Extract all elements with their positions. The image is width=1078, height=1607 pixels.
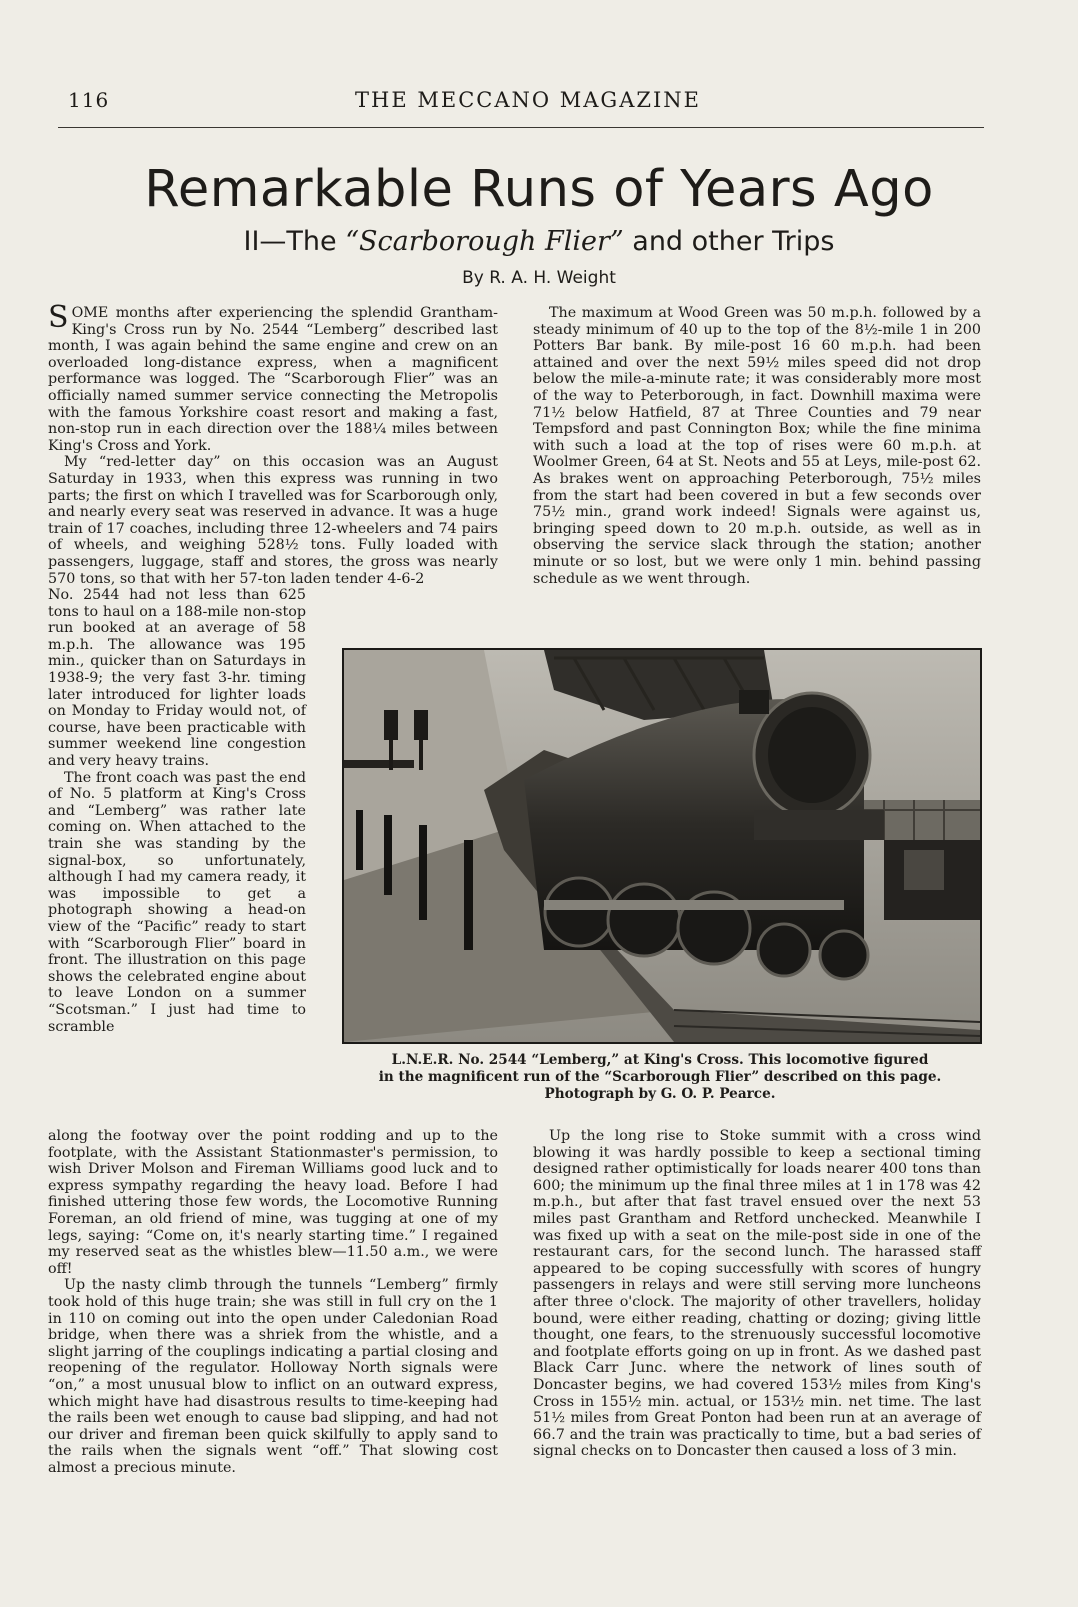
page-number: 116 <box>68 88 110 112</box>
paragraph: Up the nasty climb through the tunnels “Lemberg” firmly took hold of this huge train; she was still in full cry on the 1 in 110 on coming out into the open under Caledonian Road bridge, when there was a shriek from the whistle, and a slight jarring of the couplings indicating a partial closing and reopening of the regulator. Holloway North signals were “on,” a most unusual blow to inflict on an outward express, which might have had disastrous results to time-keeping had the rails been wet enough to cause bad slipping, and had not our driver and fireman been quick skilfully to apply sand to the rails when the signals went “off.” That slowing cost almost a precious minute. <box>48 1277 498 1476</box>
subtitle-prefix: II—The <box>243 226 346 257</box>
drop-cap: S <box>48 300 69 335</box>
caption-credit: Photograph by G. O. P. Pearce. <box>544 1086 776 1102</box>
right-column-bottom <box>533 1128 981 1460</box>
paragraph: Up the long rise to Stoke summit with a cross wind blowing it was hardly possible to keep a sectional timing designed rather optimistically for loads nearer 400 tons than 600; the minimum up the final three miles at 1 in 178 was 42 m.p.h., but after that fast travel ensued over the next 53 miles past Grantham and Retford unchecked. Meanwhile I was fixed up with a seat on the mile-post side in one of the restaurant cars, for the second lunch. The harassed staff appeared to be coping successfully with scores of hungry passengers in relays and were still serving more luncheons after three o'clock. The majority of other travellers, holiday bound, were either reading, chatting or dozing; giving little thought, one fears, to the strenuously successful locomotive and footplate efforts going on up in front. As we dashed past Black Carr Junc. where the network of lines south of Doncaster begins, we had covered 153½ miles from King's Cross in 155½ min. actual, or 153½ min. net time. The last 51½ miles from Great Ponton had been run at an average of 66.7 and the train was practically to time, but a bad series of signal checks on to Doncaster then caused a loss of 3 min. <box>533 1128 981 1460</box>
magazine-title: THE MECCANO MAGAZINE <box>355 88 701 112</box>
photo-illustration <box>344 650 980 1042</box>
paragraph-text: OME months after experiencing the splendid Grantham-King's Cross run by No. 2544 “Lemberg” described last month, I was again behind the same engine and crew on an overloaded long-distance express, when a magnificent performance was logged. The “Scarborough Flier” was an officially named summer service connecting the Metropolis with the famous Yorkshire coast resort and making a fast, non-stop run in each direction over the 188¼ miles between King's Cross and York. <box>48 305 498 454</box>
paragraph: The front coach was past the end of No. 5 platform at King's Cross and “Lemberg” was rather late coming on. When attached to the train she was standing by the signal-box, so unfortunately, although I had my camera ready, it was impossible to get a photograph showing a head-on view of the “Pacific” ready to start with “Scarborough Flier” board in front. The illustration on this page shows the celebrated engine about to leave London on a summer “Scotsman.” I just had time to scramble <box>48 769 306 1035</box>
paragraph: along the footway over the point rodding and up to the footplate, with the Assistant Stationmaster's permission, to wish Driver Molson and Fireman Williams good luck and to express sympathy regarding the heavy load. Before I had finished uttering those few words, the Locomotive Running Foreman, an old friend of mine, was tugging at one of my legs, saying: “Come on, it's nearly starting time.” I regained my reserved seat as the whistles blew—11.50 a.m., we were off! <box>48 1128 498 1277</box>
article-title: Remarkable Runs of Years Ago <box>144 160 934 219</box>
header-rule <box>58 127 984 128</box>
running-head <box>68 88 988 118</box>
subtitle-italic: “Scarborough Flier” <box>345 226 624 257</box>
paragraph <box>48 300 498 454</box>
paragraph: The maximum at Wood Green was 50 m.p.h. followed by a steady minimum of 40 up to the top of the 8½-mile 1 in 200 Potters Bar bank. By mile-post 16 60 m.p.h. had been attained and over the next 59½ miles speed did not drop below the mile-a-minute rate; it was considerably more most of the way to Peterborough, in fact. Downhill maxima were 71½ below Hatfield, 87 at Three Counties and 79 near Tempsford and past Connington Box; while the fine minima with such a load at the top of rises were 60 m.p.h. at Woolmer Green, 64 at St. Neots and 55 at Leys, mile-post 62. As brakes went on approaching Peterborough, 75½ miles from the start had been covered in but a few seconds over 75½ min., grand work indeed! Signals were against us, bringing speed down to 20 m.p.h. outside, as well as in observing the service slack through the station; another minute or so lost, but we were only 1 min. behind passing schedule as we went through. <box>533 305 981 587</box>
article-subtitle <box>0 222 1078 262</box>
caption-line: L.N.E.R. No. 2544 “Lemberg,” at King's Cross. This locomotive figured <box>391 1052 929 1068</box>
paragraph: My “red-letter day” on this occasion was an August Saturday in 1933, when this express was running in two parts; the first on which I travelled was for Scarborough only, and nearly every seat was reserved in advance. It was a huge train of 17 coaches, including three 12-wheelers and 74 pairs of wheels, and weighing 528½ tons. Fully loaded with passengers, luggage, staff and stores, the gross was nearly 570 tons, so that with her 57-ton laden tender 4-6-2 <box>48 454 498 587</box>
right-column-top <box>533 305 981 587</box>
paragraph: No. 2544 had not less than 625 tons to haul on a 188-mile non-stop run booked at an average of 58 m.p.h. The allowance was 195 min., quicker than on Saturdays in 1938-9; the very fast 3-hr. timing later introduced for lighter loads on Monday to Friday would not, of course, have been practicable with summer weekend line congestion and very heavy trains. <box>48 587 306 770</box>
byline: By R. A. H. Weight <box>462 268 616 288</box>
subtitle-suffix: and other Trips <box>623 226 835 257</box>
left-column-bottom <box>48 1128 498 1476</box>
caption-line: in the magnificent run of the “Scarborough Flier” described on this page. <box>378 1069 942 1085</box>
photo-caption <box>340 1052 980 1103</box>
narrow-column <box>48 587 306 1035</box>
locomotive-photograph <box>342 648 982 1044</box>
